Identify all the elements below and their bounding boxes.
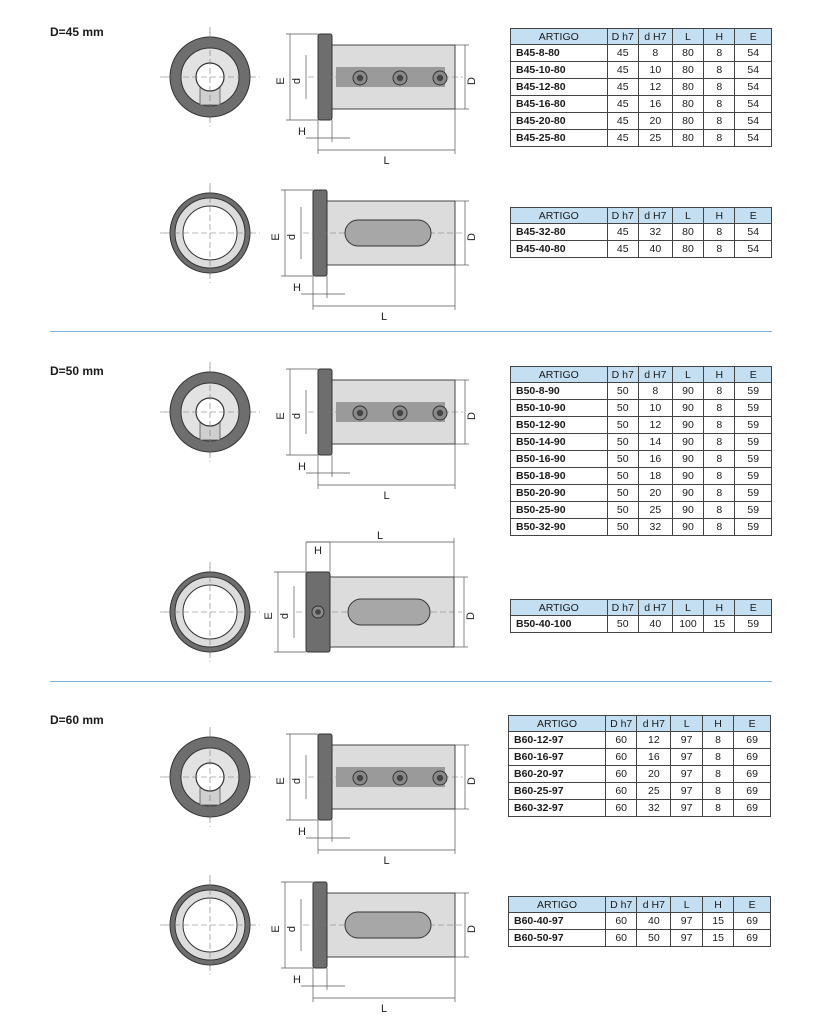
header-dh7: D h7 [607,367,638,383]
screw-band [336,402,445,422]
header-dh7: D h7 [605,897,636,913]
dim-label-d: d [279,612,291,620]
set-screw-socket [357,75,363,81]
dim-label-h: H [293,974,301,986]
cell-dH7: 16 [637,749,671,766]
cell-l: 90 [672,417,703,434]
dim-label-d: D [466,777,478,785]
section-label-d60: D=60 mm [50,713,104,727]
drawing [150,530,500,665]
cell-l: 90 [672,434,703,451]
dim-label-h: H [293,282,301,294]
section-label-d45: D=45 mm [50,25,104,39]
set-screw-socket [397,75,403,81]
drawing [150,870,500,1015]
table-row [511,79,772,96]
spec-table [508,896,771,947]
table-row [509,913,771,930]
cell-h: 8 [702,749,733,766]
cell-dH7: 25 [638,502,672,519]
cell-h: 8 [704,383,735,400]
dim-label-l: L [383,490,390,502]
drawing [150,178,500,323]
cell-e: 54 [735,45,772,62]
artigo-code: B45-8-80 [511,45,608,62]
header-artigo: ARTIGO [509,897,606,913]
artigo-code: B50-25-90 [511,502,608,519]
dim-label-l: L [380,1003,388,1015]
cell-h: 8 [702,766,733,783]
spec-table [510,28,772,147]
dim-label-d: d [291,777,303,785]
cell-e: 59 [735,451,772,468]
artigo-code: B50-40-100 [511,616,608,633]
table-row [511,224,772,241]
cell-h: 8 [704,519,735,536]
dim-label-d: D [466,412,478,420]
cell-l: 97 [671,800,702,817]
cell-h: 8 [704,468,735,485]
table-row [509,749,771,766]
header-dh7: D h7 [607,208,638,224]
cell-e: 54 [735,113,772,130]
cell-h: 8 [704,45,735,62]
section-divider [50,681,772,682]
dim-label-h: H [298,826,306,838]
cell-l: 80 [672,224,703,241]
table-row [511,241,772,258]
cell-l: 100 [672,616,703,633]
dim-label-h: H [298,126,306,138]
header-h: H [704,600,735,616]
dim-label-d: D [465,612,477,620]
cell-h: 8 [704,113,735,130]
cell-dH7: 8 [638,383,672,400]
header-dH7: d H7 [638,367,672,383]
artigo-code: B50-12-90 [511,417,608,434]
cell-e: 69 [734,783,771,800]
dim-label-d: D [466,77,478,85]
header-e: E [735,367,772,383]
header-l: L [672,208,703,224]
table-row [511,519,772,536]
header-dH7: d H7 [637,716,671,732]
artigo-code: B60-12-97 [509,732,606,749]
artigo-code: B50-10-90 [511,400,608,417]
header-dH7: d H7 [638,208,672,224]
cell-l: 80 [672,45,703,62]
dim-label-l: L [383,155,390,167]
cell-dH7: 12 [637,732,671,749]
cell-e: 59 [735,434,772,451]
spec-table [510,599,772,633]
table-row [509,766,771,783]
dim-label-d: d [286,925,298,933]
cell-dh7: 50 [607,468,638,485]
cell-h: 8 [704,417,735,434]
header-e: E [735,208,772,224]
cell-dH7: 12 [638,417,672,434]
cell-dH7: 20 [638,113,672,130]
cell-l: 80 [672,241,703,258]
cell-dh7: 50 [607,502,638,519]
header-l: L [671,897,702,913]
cell-l: 90 [672,383,703,400]
dim-label-d: D [466,233,478,241]
cell-dH7: 10 [638,62,672,79]
cell-h: 8 [704,224,735,241]
header-e: E [734,716,771,732]
header-h: H [704,29,735,45]
cell-l: 90 [672,519,703,536]
header-artigo: ARTIGO [511,367,608,383]
drawing [150,20,500,167]
dim-label-e: E [275,77,287,85]
cell-dH7: 32 [638,224,672,241]
table-row [511,400,772,417]
table-row [511,616,772,633]
table-row [509,732,771,749]
cell-e: 69 [734,800,771,817]
cell-dh7: 50 [607,434,638,451]
table-row [511,434,772,451]
cell-dh7: 45 [607,241,638,258]
header-h: H [704,208,735,224]
table-row [509,800,771,817]
header-l: L [672,29,703,45]
cell-dh7: 50 [607,519,638,536]
section-divider [50,331,772,332]
cell-dh7: 60 [605,749,636,766]
artigo-code: B50-20-90 [511,485,608,502]
cell-e: 59 [735,485,772,502]
cell-dH7: 32 [637,800,671,817]
cell-dh7: 50 [607,616,638,633]
cell-dH7: 20 [638,485,672,502]
artigo-code: B50-32-90 [511,519,608,536]
cell-dH7: 20 [637,766,671,783]
cell-e: 54 [735,96,772,113]
spec-table [510,207,772,258]
artigo-code: B45-32-80 [511,224,608,241]
slot [345,912,431,938]
cell-h: 8 [702,783,733,800]
header-e: E [735,29,772,45]
set-screw-socket [437,75,443,81]
header-artigo: ARTIGO [511,208,608,224]
set-screw-socket [357,775,363,781]
cell-e: 59 [735,519,772,536]
header-l: L [672,600,703,616]
cell-dH7: 50 [637,930,671,947]
cell-dH7: 40 [638,241,672,258]
header-dh7: D h7 [605,716,636,732]
cell-h: 15 [704,616,735,633]
artigo-code: B50-16-90 [511,451,608,468]
cell-dh7: 45 [607,79,638,96]
artigo-code: B50-18-90 [511,468,608,485]
cell-e: 59 [735,616,772,633]
table-row [511,96,772,113]
cell-l: 80 [672,79,703,96]
set-screw-socket [437,410,443,416]
cell-h: 8 [704,434,735,451]
set-screw-socket [315,609,321,615]
slot [345,220,431,246]
cell-e: 54 [735,130,772,147]
spec-table [510,366,772,536]
cell-dh7: 45 [607,130,638,147]
artigo-code: B45-10-80 [511,62,608,79]
dim-label-e: E [275,412,287,420]
artigo-code: B45-40-80 [511,241,608,258]
screw-band [336,67,445,87]
cell-dh7: 60 [605,766,636,783]
cell-dh7: 45 [607,224,638,241]
header-dh7: D h7 [607,600,638,616]
header-artigo: ARTIGO [509,716,606,732]
artigo-code: B45-12-80 [511,79,608,96]
header-artigo: ARTIGO [511,29,608,45]
header-e: E [735,600,772,616]
artigo-code: B45-20-80 [511,113,608,130]
set-screw-socket [357,410,363,416]
cell-e: 69 [734,913,771,930]
cell-h: 8 [704,502,735,519]
dim-label-d: D [466,925,478,933]
cell-dH7: 32 [638,519,672,536]
cell-h: 15 [702,930,733,947]
artigo-code: B60-40-97 [509,913,606,930]
cell-l: 97 [671,766,702,783]
header-e: E [734,897,771,913]
cell-e: 54 [735,62,772,79]
cell-dh7: 60 [605,732,636,749]
cell-dH7: 40 [638,616,672,633]
header-artigo: ARTIGO [511,600,608,616]
cell-e: 59 [735,417,772,434]
cell-dH7: 16 [638,451,672,468]
cell-h: 8 [704,241,735,258]
section-label-d50: D=50 mm [50,364,104,378]
artigo-code: B50-14-90 [511,434,608,451]
cell-dH7: 8 [638,45,672,62]
artigo-code: B60-25-97 [509,783,606,800]
cell-l: 90 [672,485,703,502]
table-row [511,45,772,62]
cell-l: 97 [671,930,702,947]
cell-l: 90 [672,400,703,417]
spec-table [508,715,771,817]
cell-e: 54 [735,224,772,241]
cell-dh7: 60 [605,783,636,800]
cell-h: 8 [704,96,735,113]
cell-dh7: 45 [607,62,638,79]
cell-dh7: 50 [607,417,638,434]
cell-h: 15 [702,913,733,930]
artigo-code: B50-8-90 [511,383,608,400]
dim-label-l: L [380,311,388,323]
dim-label-e: E [270,233,282,241]
artigo-code: B60-50-97 [509,930,606,947]
set-screw-socket [397,410,403,416]
cell-dH7: 25 [637,783,671,800]
table-row [511,485,772,502]
cell-dh7: 50 [607,485,638,502]
cell-l: 97 [671,783,702,800]
drawing [150,720,500,867]
table-row [511,130,772,147]
table-row [511,383,772,400]
cell-l: 97 [671,913,702,930]
dim-label-d: d [291,77,303,85]
cell-dH7: 16 [638,96,672,113]
header-l: L [671,716,702,732]
dim-label-e: E [270,925,282,933]
cell-h: 8 [702,732,733,749]
dim-label-d: d [286,233,298,241]
cell-e: 54 [735,79,772,96]
header-dH7: d H7 [638,29,672,45]
cell-dH7: 14 [638,434,672,451]
cell-e: 59 [735,400,772,417]
cell-l: 80 [672,130,703,147]
dim-label-l: L [376,530,384,542]
artigo-code: B45-16-80 [511,96,608,113]
table-row [511,468,772,485]
header-l: L [672,367,703,383]
dim-label-e: E [263,612,275,620]
header-h: H [704,367,735,383]
table-row [511,451,772,468]
cell-e: 69 [734,930,771,947]
cell-dh7: 45 [607,113,638,130]
cell-dH7: 18 [638,468,672,485]
cell-l: 90 [672,451,703,468]
cell-dh7: 60 [605,800,636,817]
cell-h: 8 [704,485,735,502]
cell-l: 97 [671,749,702,766]
cell-h: 8 [704,400,735,417]
cell-dh7: 60 [605,913,636,930]
cell-e: 59 [735,502,772,519]
table-row [509,783,771,800]
cell-dH7: 40 [637,913,671,930]
cell-l: 97 [671,732,702,749]
cell-h: 8 [704,62,735,79]
artigo-code: B60-20-97 [509,766,606,783]
dim-label-e: E [275,777,287,785]
cell-e: 54 [735,241,772,258]
screw-band [336,767,445,787]
cell-e: 69 [734,766,771,783]
cell-l: 80 [672,96,703,113]
cell-l: 80 [672,62,703,79]
cell-dh7: 50 [607,451,638,468]
cell-h: 8 [704,79,735,96]
dim-label-h: H [298,461,306,473]
table-row [511,62,772,79]
table-row [511,502,772,519]
artigo-code: B60-32-97 [509,800,606,817]
header-dh7: D h7 [607,29,638,45]
cell-h: 8 [704,130,735,147]
dim-label-d: d [291,412,303,420]
cell-e: 59 [735,468,772,485]
header-dH7: d H7 [638,600,672,616]
cell-dH7: 12 [638,79,672,96]
table-row [511,113,772,130]
cell-l: 90 [672,468,703,485]
cell-l: 90 [672,502,703,519]
artigo-code: B45-25-80 [511,130,608,147]
cell-e: 69 [734,749,771,766]
cell-h: 8 [702,800,733,817]
cell-dh7: 60 [605,930,636,947]
set-screw-socket [397,775,403,781]
cell-dH7: 25 [638,130,672,147]
cell-dh7: 50 [607,383,638,400]
table-row [511,417,772,434]
dim-label-l: L [383,855,390,867]
cell-e: 59 [735,383,772,400]
set-screw-socket [437,775,443,781]
header-h: H [702,716,733,732]
drawing [150,355,500,502]
slot [348,599,430,625]
cell-l: 80 [672,113,703,130]
cell-dh7: 50 [607,400,638,417]
artigo-code: B60-16-97 [509,749,606,766]
cell-h: 8 [704,451,735,468]
header-dH7: d H7 [637,897,671,913]
cell-dh7: 45 [607,45,638,62]
cell-dH7: 10 [638,400,672,417]
header-h: H [702,897,733,913]
dim-label-h: H [314,545,322,557]
table-row [509,930,771,947]
cell-dh7: 45 [607,96,638,113]
cell-e: 69 [734,732,771,749]
